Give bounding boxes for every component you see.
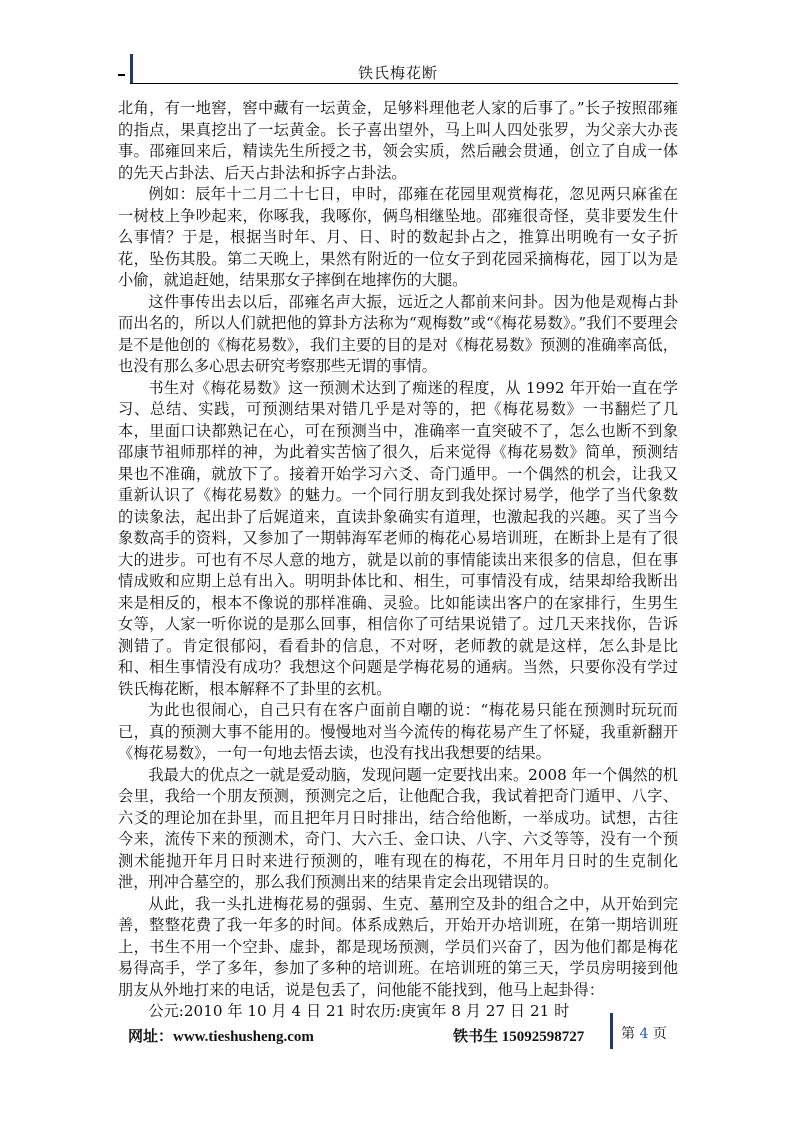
document-body (118, 98, 678, 1023)
paragraph-2: 例如：辰年十二月二十七日，申时，邵雍在花园里观赏梅花，忽见两只麻雀在一树枝上争吵起来，你啄我，我啄你，俩鸟相继坠地。邵雍很奇怪，莫非要发生什么事情？于是，根据当时年、月、日、时的数起卦占之，推算出明晚有一女子折花，坠伤其股。第二天晚上，果然有附近的一位女子到花园采摘梅花，园丁以为是小偷，就追赶她，结果那女子摔倒在地摔伤的大腿。 (118, 185, 678, 289)
page-prefix: 第 (621, 1026, 635, 1042)
paragraph-1: 北角，有一地窖，窖中藏有一坛黄金，足够料理他老人家的后事了。”长子按照邵雍的指点，果真挖出了一坛黄金。长子喜出望外，马上叫人四处张罗，为父亲大办丧事。邵雍回来后，精读先生所授之书，领会实质，然后融会贯通，创立了自成一体的先天占卦法、后天占卦法和拆字占卦法。 (118, 99, 678, 182)
paragraph-7: 从此，我一头扎进梅花易的强弱、生克、墓刑空及卦的组合之中，从开始到完善，整整花费了我一年多的时间。体系成熟后，开始开办培训班，在第一期培训班上，书生不用一个空卦、虚卦，都是现场预测，学员们兴奋了，因为他们都是梅花易得高手，学了多年，参加了多种的培训班。在培训班的第三天，学员房明接到他朋友从外地打来的电话，说是包丢了，问他能不能找到，他马上起卦得： (118, 894, 678, 999)
paragraph-8-date-line: 公元:2010 年 10 月 4 日 21 时农历:庚寅年 8 月 27 日 21 时 (148, 1002, 570, 1020)
paragraph-5: 为此也很闹心，自己只有在客户面前自嘲的说：“梅花易只能在预测时玩玩而已，真的预测大事不能用的。慢慢地对当今流传的梅花易产生了怀疑，我重新翻开《梅花易数》，一句一句地去悟去读，也没有找出我想要的结果。 (118, 701, 678, 762)
footer-website: 网址：www.tieshusheng.com (128, 1029, 314, 1045)
header-title: 铁氏梅花断 (357, 64, 438, 82)
footer-contact: 铁书生 15092598727 (453, 1029, 585, 1045)
page-footer (118, 1013, 678, 1049)
paragraph-6: 我最大的优点之一就是爱动脑，发现问题一定要找出来。2008 年一个偶然的机会里，我给一个朋友预测，预测完之后，让他配合我，我试着把奇门遁甲、八字、六爻的理论加在卦里，而且把年月日时排出，结合给他断，一举成功。试想，古往今来，流传下来的预测术，奇门、大六壬、金口诀、八字、六爻等等，没有一个预测术能抛开年月日时来进行预测的，唯有现在的梅花，不用年月日时的生克制化泄，刑冲合墓空的，那么我们预测出来的结果肯定会出现错误的。 (118, 765, 678, 891)
page-suffix: 页 (652, 1026, 667, 1042)
header-rule (130, 83, 678, 84)
paragraph-4: 书生对《梅花易数》这一预测术达到了痴迷的程度，从 1992 年开始一直在学习、总结、实践，可预测结果对错几乎是对等的，把《梅花易数》一书翻烂了几本，里面口诀都熟记在心，可在预测当中，准确率一直突破不了，怎么也断不到象邵康节祖师那样的神，为此着实苦恼了很久，后来觉得《梅花易数》简单，预测结果也不准确，就放下了。接着开始学习六爻、奇门遁甲。一个偶然的机会，让我又重新认识了《梅花易数》的魅力。一个同行朋友到我处探讨易学，他学了当代象数的读象法，起出卦了后娓道来，直读卦象确实有道理，也激起我的兴趣。买了当今象数高手的资料，又参加了一期韩海军老师的梅花心易培训班，在断卦上是有了很大的进步。可也有不尽人意的地方，就是以前的事情能读出来很多的信息，但在事情成败和应期上总有出入。明明卦体比和、相生，可事情没有成，结果却给我断出来是相反的，根本不像说的那样准确、灵验。比如能读出客户的在家排行，生男生女等，人家一听你说的是那么回事，相信你了可结果说错了。过几天来找你，告诉测错了。肯定很郁闷，看看卦的信息，不对呀，老师教的就是这样，怎么卦是比和、相生事情没有成功？我想这个问题是学梅花易的通病。当然，只要你没有学过铁氏梅花断，根本解释不了卦里的玄机。 (118, 378, 678, 698)
page-header (118, 50, 678, 80)
page-number: 4 (639, 1026, 649, 1042)
footer-accent-bar (610, 1013, 613, 1049)
paragraph-3: 这件事传出去以后，邵雍名声大振，远近之人都前来问卦。因为他是观梅占卦而出名的，所以人们就把他的算卦方法称为“观梅数”或“《梅花易数》。”我们不要理会是不是他创的《梅花易数》，我们主要的目的是对《梅花易数》预测的准确率高低，也没有那么多心思去研究考察那些无谓的事情。 (118, 292, 678, 375)
page-number-label (621, 1023, 667, 1043)
